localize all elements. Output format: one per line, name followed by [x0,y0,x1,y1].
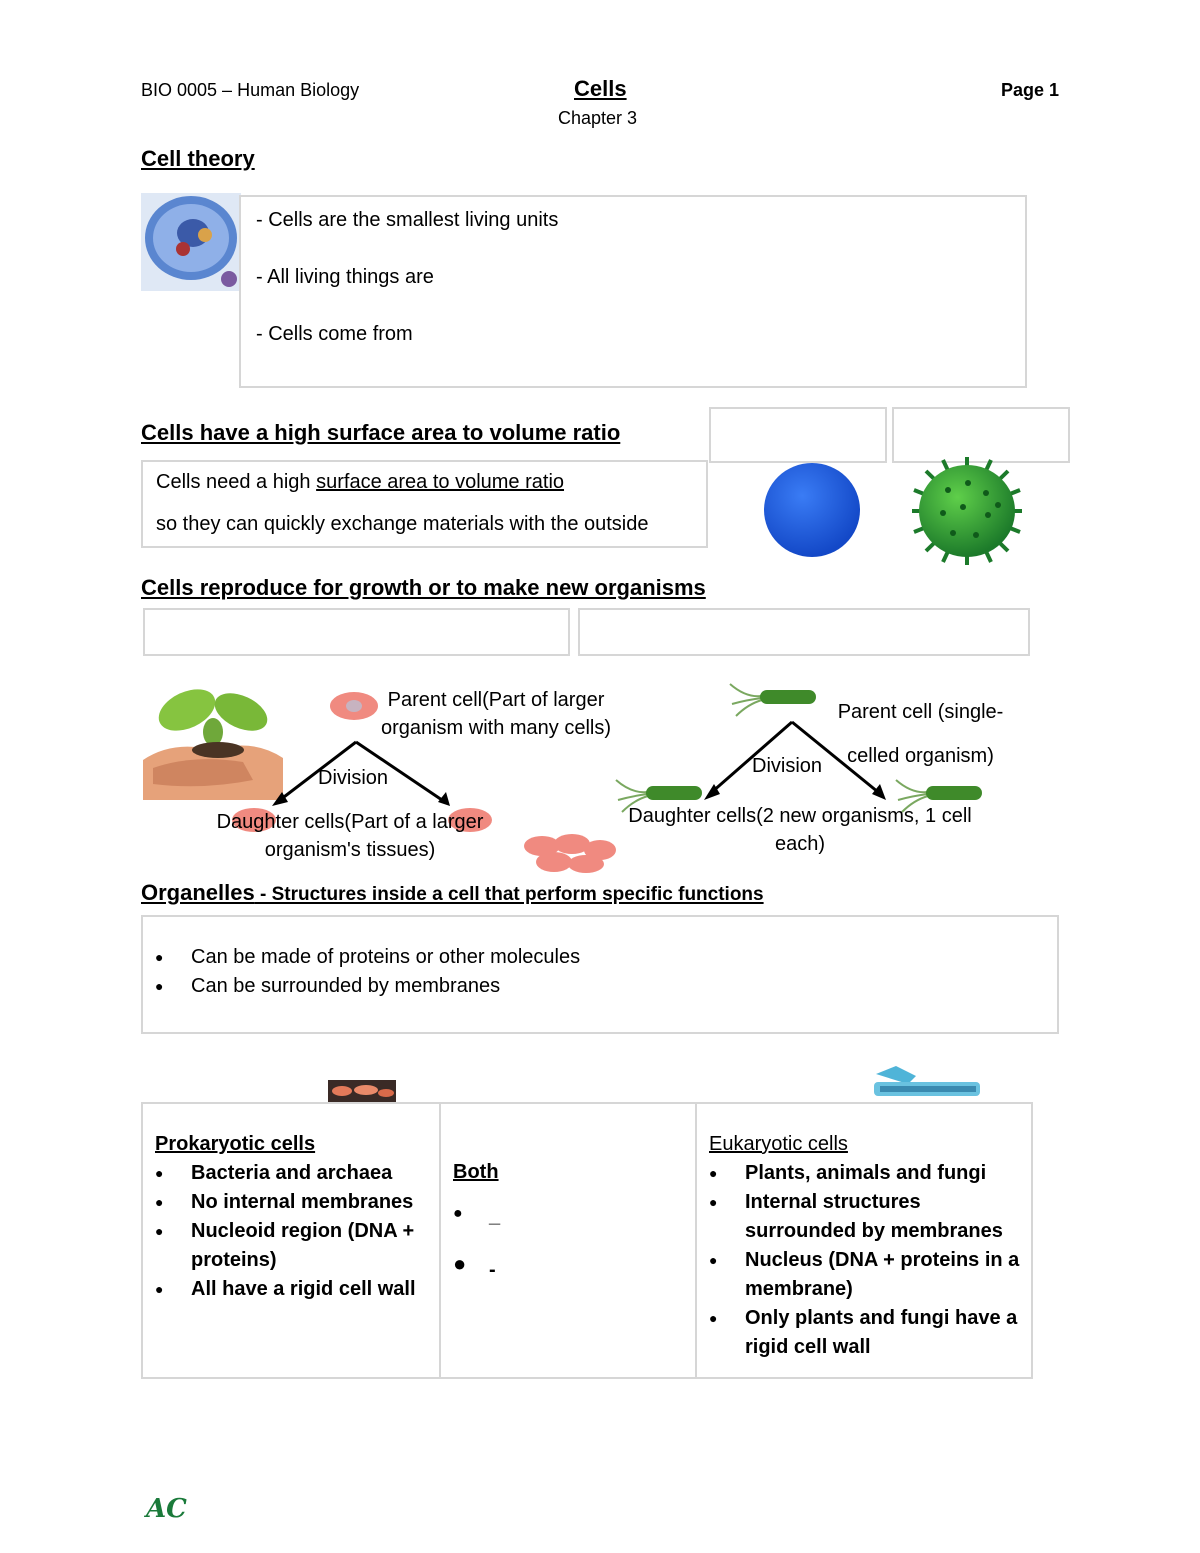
division-label: Division [318,767,389,789]
comparison-table [141,1102,1033,1379]
daughter-organisms-label: Daughter cells(2 new organisms, 1 cell each) [628,805,972,855]
tissue-cells-icon [520,832,616,879]
list-item: ● Internal structures surrounded by membranes [709,1188,1027,1246]
cell-theory-box [239,195,1027,388]
blank-answer-box [578,608,1030,656]
prokaryotic-column [155,1130,435,1304]
parent-single-cell-label: Parent cell (single-celled organism) [837,701,1004,767]
cell-illustration [141,193,241,291]
prokaryotic-title: Prokaryotic cells [155,1133,316,1155]
list-item: ● Can be surrounded by membranes [155,972,580,1001]
list-item: ● Only plants and fungi have a rigid cell wall [709,1304,1027,1362]
eukaryotic-title: Eukaryotic cells [709,1133,848,1155]
chapter-label: Chapter 3 [558,108,638,128]
cell-theory-item: - All living things are [256,266,434,288]
organelles-list [155,943,580,1001]
both-title: Both [453,1161,499,1183]
list-item: ● Plants, animals and fungi [709,1159,1027,1188]
list-item: ● All have a rigid cell wall [155,1275,435,1304]
list-item: ● Nucleoid region (DNA + proteins) [155,1217,435,1275]
cell-theory-heading: Cell theory [141,146,255,171]
organelles-heading: Organelles - Structures inside a cell that perform specific functions [141,880,764,905]
page-number: Page 1 [1001,80,1060,100]
cell-theory-item: - Cells come from [256,323,413,345]
spiky-sphere-illustration [908,455,1026,572]
surface-area-heading: Cells have a high surface area to volume ratio [141,420,621,445]
reproduce-heading: Cells reproduce for growth or to make new organisms [141,575,706,600]
list-item: ● No internal membranes [155,1188,435,1217]
page-title: Cells [574,76,627,101]
eukaryotic-column [709,1130,1027,1362]
blank-answer-box [709,407,887,463]
institution-logo: AC [146,1494,187,1524]
smooth-sphere-illustration [760,460,864,565]
daughter-cells-label: Daughter cells(Part of a larger organism's tissues) [216,811,484,861]
surface-term: surface area to volume ratio [316,471,565,493]
list-item: ● _ [453,1205,501,1227]
both-column [453,1158,683,1291]
surface-line-2: so they can quickly exchange materials with the outside [156,513,649,535]
surface-area-box [141,460,708,548]
division-label: Division [752,755,823,777]
list-item: ● - [453,1251,496,1281]
organelles-box [141,915,1059,1034]
course-label: BIO 0005 – Human Biology [141,80,360,100]
list-item: ● Nucleus (DNA + proteins in a membrane) [709,1246,1027,1304]
eukaryote-image [872,1064,982,1107]
list-item: ● Bacteria and archaea [155,1159,435,1188]
parent-cell-label: Parent cell(Part of larger organism with many cells) [380,689,612,739]
cell-theory-item: - Cells are the smallest living units [256,209,559,231]
list-item: ● Can be made of proteins or other molecules [155,943,580,972]
parent-cell-icon [328,688,380,729]
blank-answer-box [143,608,570,656]
surface-line-1: Cells need a high surface area to volume ratio [156,471,565,493]
